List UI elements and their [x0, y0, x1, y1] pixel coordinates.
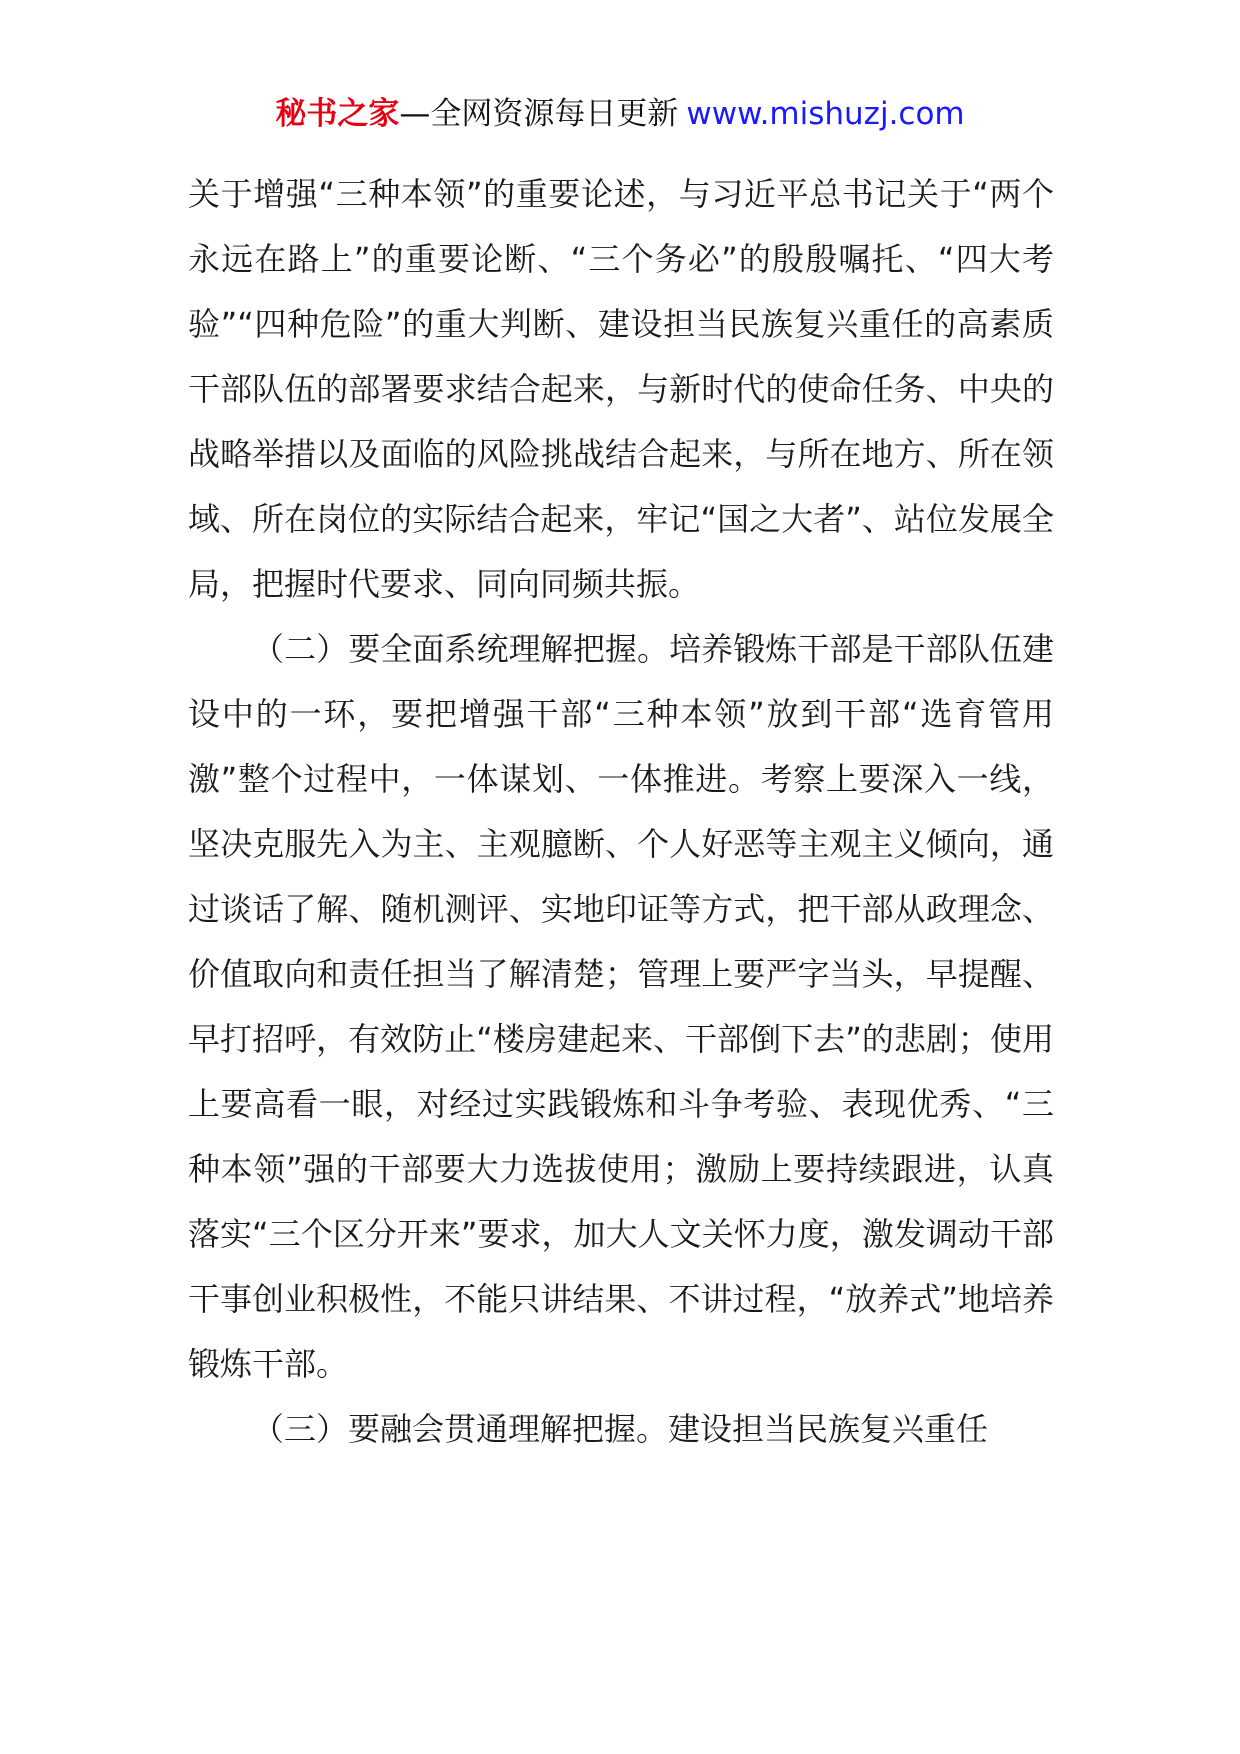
site-url-link[interactable]: www.mishuzj.com: [686, 96, 965, 132]
paragraph-section-3: （三）要融会贯通理解把握。建设担当民族复兴重任: [252, 1410, 989, 1448]
document-body: [188, 162, 1054, 1462]
paragraph-section-2: （二）要全面系统理解把握。培养锻炼干部是干部队伍建设中的一环，要把增强干部“三种本领”放到干部“选育管用激”整个过程中，一体谋划、一体推进。考察上要深入一线，坚决克服先入为主、主观臆断、个人好恶等主观主义倾向，通过谈话了解、随机测评、实地印证等方式，把干部从政理念、价值取向和责任担当了解清楚；管理上要严字当头，早提醒、早打招呼，有效防止“楼房建起来、干部倒下去”的悲剧；使用上要高看一眼，对经过实践锻炼和斗争考验、表现优秀、“三种本领”强的干部要大力选拔使用；激励上要持续跟进，认真落实“三个区分开来”要求，加大人文关怀力度，激发调动干部干事创业积极性，不能只讲结果、不讲过程，“放养式”地培养锻炼干部。: [188, 630, 1054, 1383]
paragraph-continuation: 关于增强“三种本领”的重要论述，与习近平总书记关于“两个永远在路上”的重要论断、“三个务必”的殷殷嘱托、“四大考验”“四种危险”的重大判断、建设担当民族复兴重任的高素质干部队伍的部署要求结合起来，与新时代的使命任务、中央的战略举措以及面临的风险挑战结合起来，与所在地方、所在领域、所在岗位的实际结合起来，牢记“国之大者”、站位发展全局，把握时代要求、同向同频共振。: [188, 175, 1054, 603]
site-brand: 秘书之家: [275, 96, 400, 132]
site-tagline: —全网资源每日更新: [399, 96, 679, 132]
site-header: [0, 94, 1240, 134]
